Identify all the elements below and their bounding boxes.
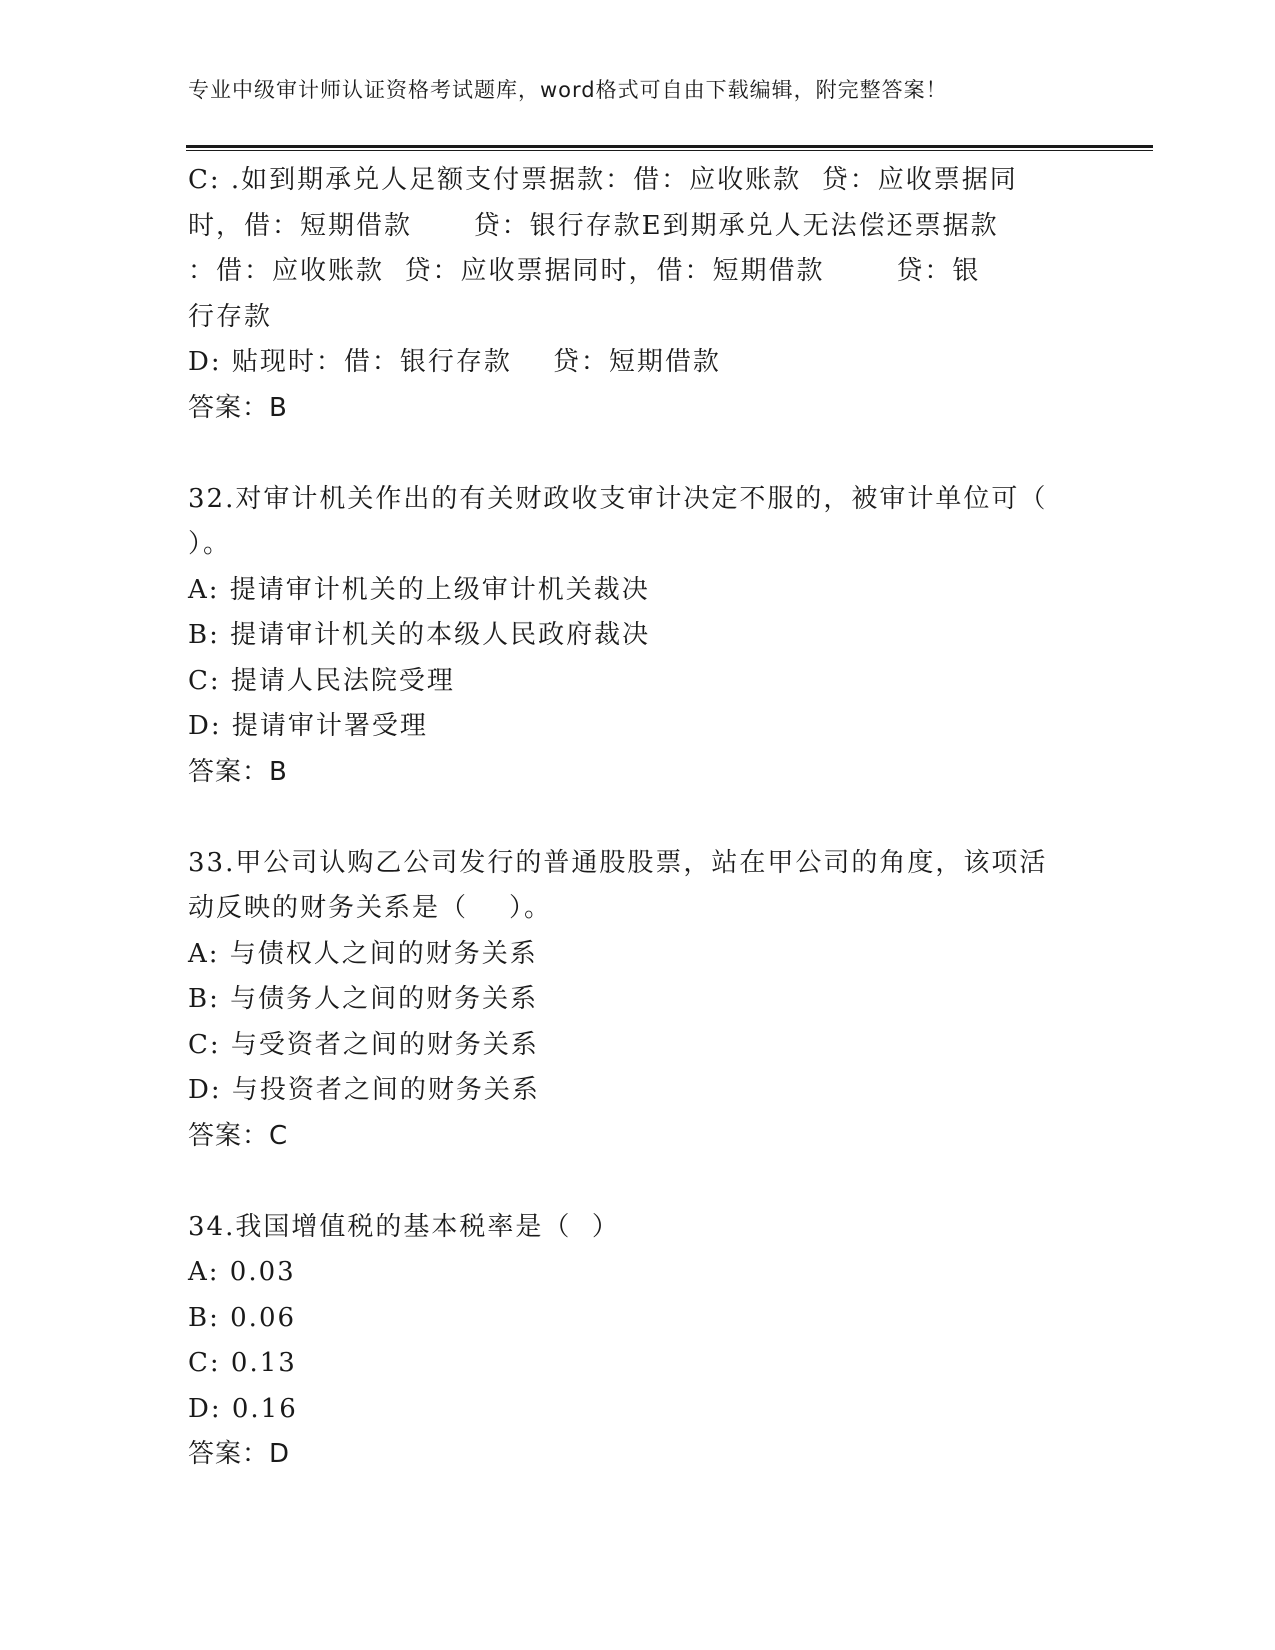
option-line: D: 贴现时：借：银行存款 贷：短期借款 bbox=[188, 347, 721, 377]
spacer bbox=[188, 431, 1068, 477]
option-line: 行存款 bbox=[188, 301, 273, 332]
header-rule-thick bbox=[186, 145, 1153, 148]
question-stem: 34.我国增值税的基本税率是（ ） bbox=[188, 1211, 620, 1242]
question-block bbox=[188, 1205, 1068, 1478]
spacer bbox=[188, 1159, 1068, 1205]
option-line: ：借：应收账款 贷：应收票据同时，借：短期借款 贷：银 bbox=[188, 256, 981, 286]
question-block bbox=[188, 841, 1068, 1160]
spacer bbox=[188, 795, 1068, 841]
page-header: 专业中级审计师认证资格考试题库，word格式可自由下载编辑，附完整答案！ bbox=[188, 78, 948, 102]
option-a: A: 提请审计机关的上级审计机关裁决 bbox=[188, 574, 650, 605]
option-a: A: 0.03 bbox=[188, 1257, 296, 1287]
question-block bbox=[188, 477, 1068, 796]
option-line: 时，借：短期借款 贷：银行存款E到期承兑人无法偿还票据款 bbox=[188, 210, 999, 241]
question-stem: 33.甲公司认购乙公司发行的普通股股票，站在甲公司的角度，该项活 bbox=[188, 847, 1048, 878]
option-d: D: 提请审计署受理 bbox=[188, 711, 428, 741]
option-c: C: 与受资者之间的财务关系 bbox=[188, 1029, 539, 1060]
option-b: B: 提请审计机关的本级人民政府裁决 bbox=[188, 620, 651, 650]
question-stem: 32.对审计机关作出的有关财政收支审计决定不服的，被审计单位可（ bbox=[188, 483, 1048, 514]
question-content bbox=[188, 158, 1068, 1478]
answer-line: 答案：D bbox=[188, 1439, 291, 1469]
option-c: C: 提请人民法院受理 bbox=[188, 665, 455, 696]
answer-line: 答案：B bbox=[188, 392, 288, 423]
option-line: C: .如到期承兑人足额支付票据款：借：应收账款 贷：应收票据同 bbox=[188, 165, 1018, 195]
option-d: D: 0.16 bbox=[188, 1393, 298, 1424]
answer-line: 答案：B bbox=[188, 756, 288, 787]
option-a: A: 与债权人之间的财务关系 bbox=[188, 938, 538, 969]
answer-line: 答案：C bbox=[188, 1120, 289, 1151]
option-b: B: 0.06 bbox=[188, 1302, 297, 1333]
question-stem: ）。 bbox=[188, 529, 232, 559]
option-c: C: 0.13 bbox=[188, 1348, 297, 1378]
prev-question-block bbox=[188, 158, 1068, 431]
header-rule-thin bbox=[186, 150, 1153, 151]
option-b: B: 与债务人之间的财务关系 bbox=[188, 984, 539, 1014]
option-d: D: 与投资者之间的财务关系 bbox=[188, 1075, 540, 1105]
question-stem: 动反映的财务关系是（ ）。 bbox=[188, 893, 553, 923]
